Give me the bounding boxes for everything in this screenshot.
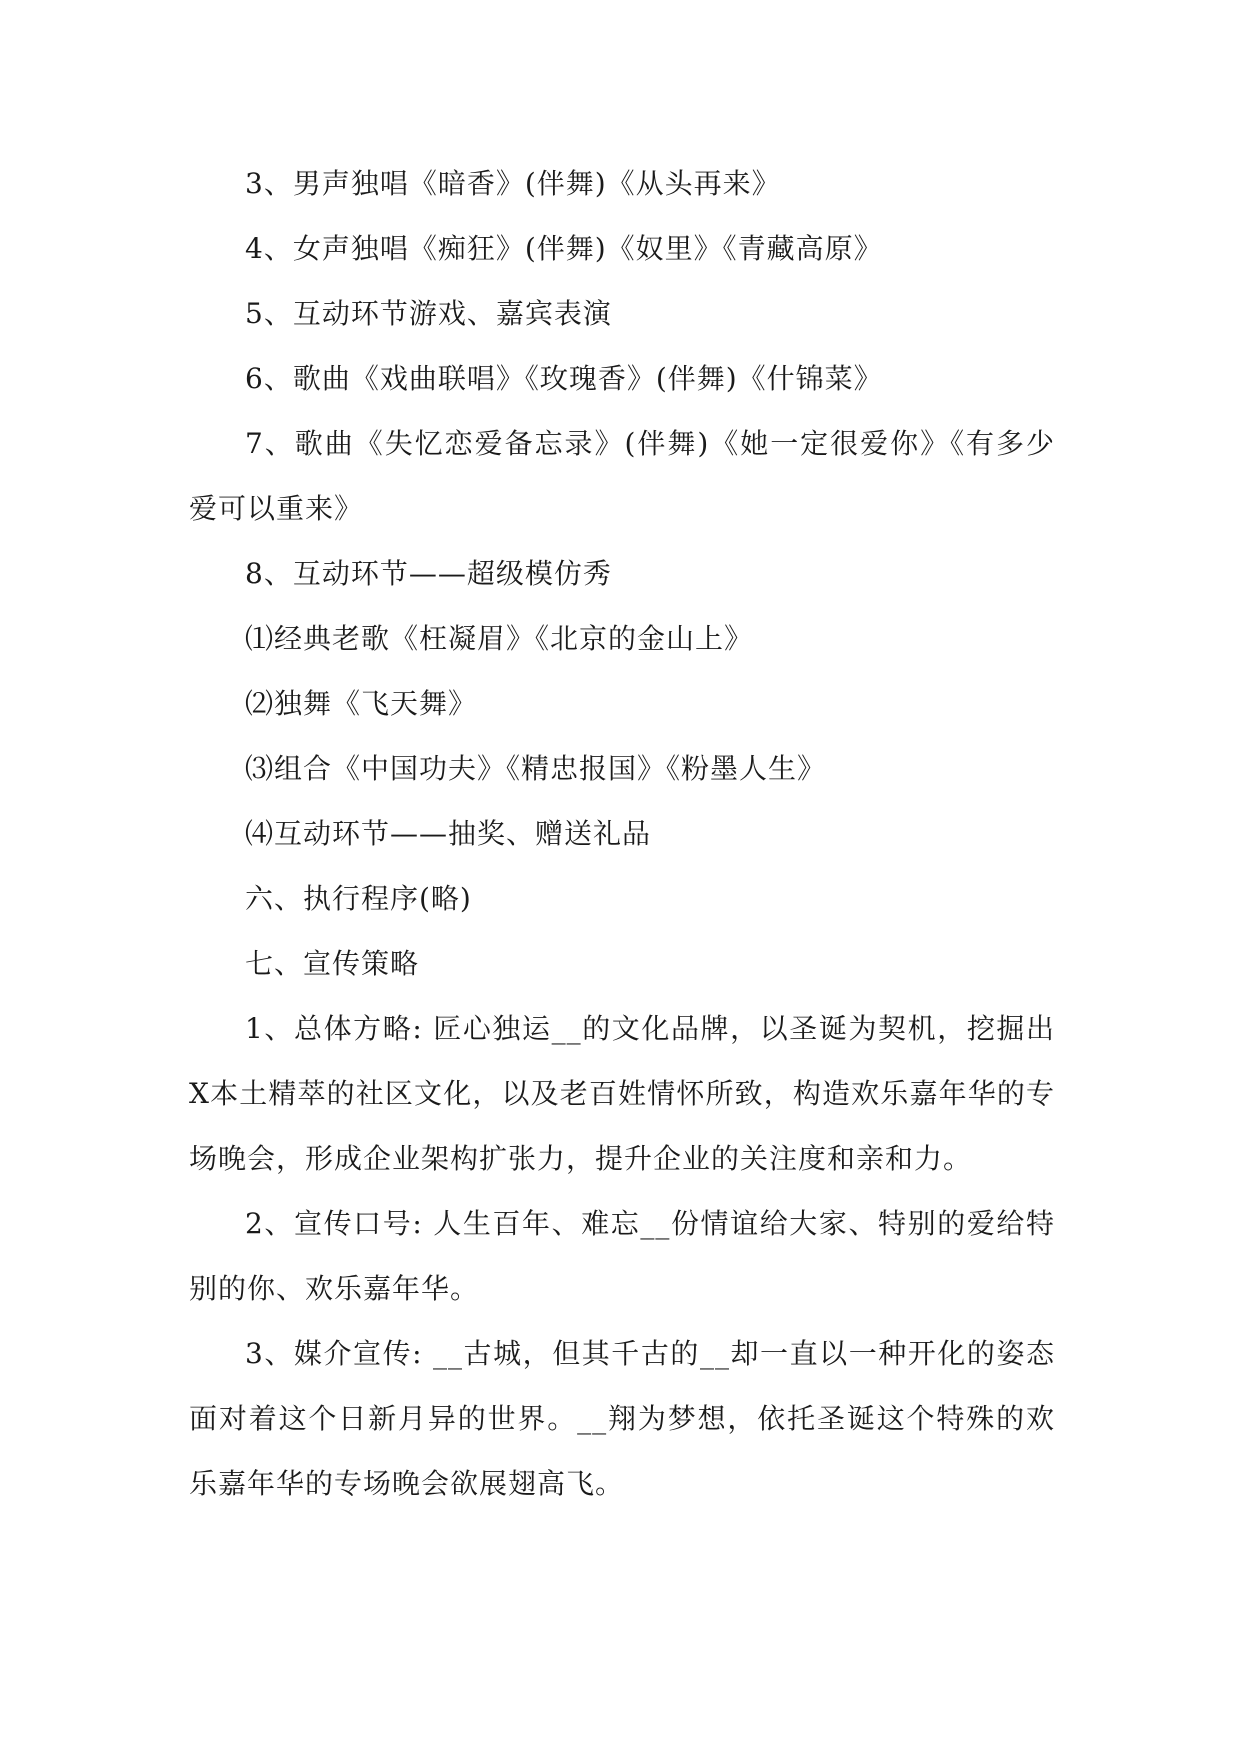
- program-item-6: 6、歌曲《戏曲联唱》《玫瑰香》(伴舞)《什锦菜》: [245, 362, 883, 395]
- sub-item-3: ⑶组合《中国功夫》《精忠报国》《粉墨人生》: [245, 752, 827, 785]
- sub-item-1: ⑴经典老歌《枉凝眉》《北京的金山上》: [245, 622, 754, 655]
- section-heading-promotion: 七、宣传策略: [245, 947, 420, 980]
- promotion-item-overall-strategy: 1、总体方略: 匠心独运__的文化品牌，以圣诞为契机，挖掘出X本土精萃的社区文化，以及老百姓情怀所致，构造欢乐嘉年华的专场晚会，形成企业架构扩张力，提升企业的关注度和亲和力。: [189, 1012, 1055, 1175]
- program-item-7: 7、歌曲《失忆恋爱备忘录》(伴舞)《她一定很爱你》《有多少爱可以重来》: [189, 427, 1055, 525]
- program-item-3: 3、男声独唱《暗香》(伴舞)《从头再来》: [245, 167, 781, 200]
- program-item-8: 8、互动环节——超级模仿秀: [245, 557, 612, 590]
- promotion-item-media: 3、媒介宣传: __古城，但其千古的__却一直以一种开化的姿态面对着这个日新月异的世界。__翔为梦想，依托圣诞这个特殊的欢乐嘉年华的专场晚会欲展翅高飞。: [189, 1337, 1055, 1500]
- program-item-5: 5、互动环节游戏、嘉宾表演: [245, 297, 612, 330]
- section-heading-execution: 六、执行程序(略): [245, 882, 472, 915]
- document-body: [189, 151, 1055, 1516]
- promotion-item-slogan: 2、宣传口号: 人生百年、难忘__份情谊给大家、特别的爱给特别的你、欢乐嘉年华。: [189, 1207, 1055, 1305]
- sub-item-2: ⑵独舞《飞天舞》: [245, 687, 478, 720]
- sub-item-4: ⑷互动环节——抽奖、赠送礼品: [245, 817, 652, 850]
- program-item-4: 4、女声独唱《痴狂》(伴舞)《奴里》《青藏高原》: [245, 232, 883, 265]
